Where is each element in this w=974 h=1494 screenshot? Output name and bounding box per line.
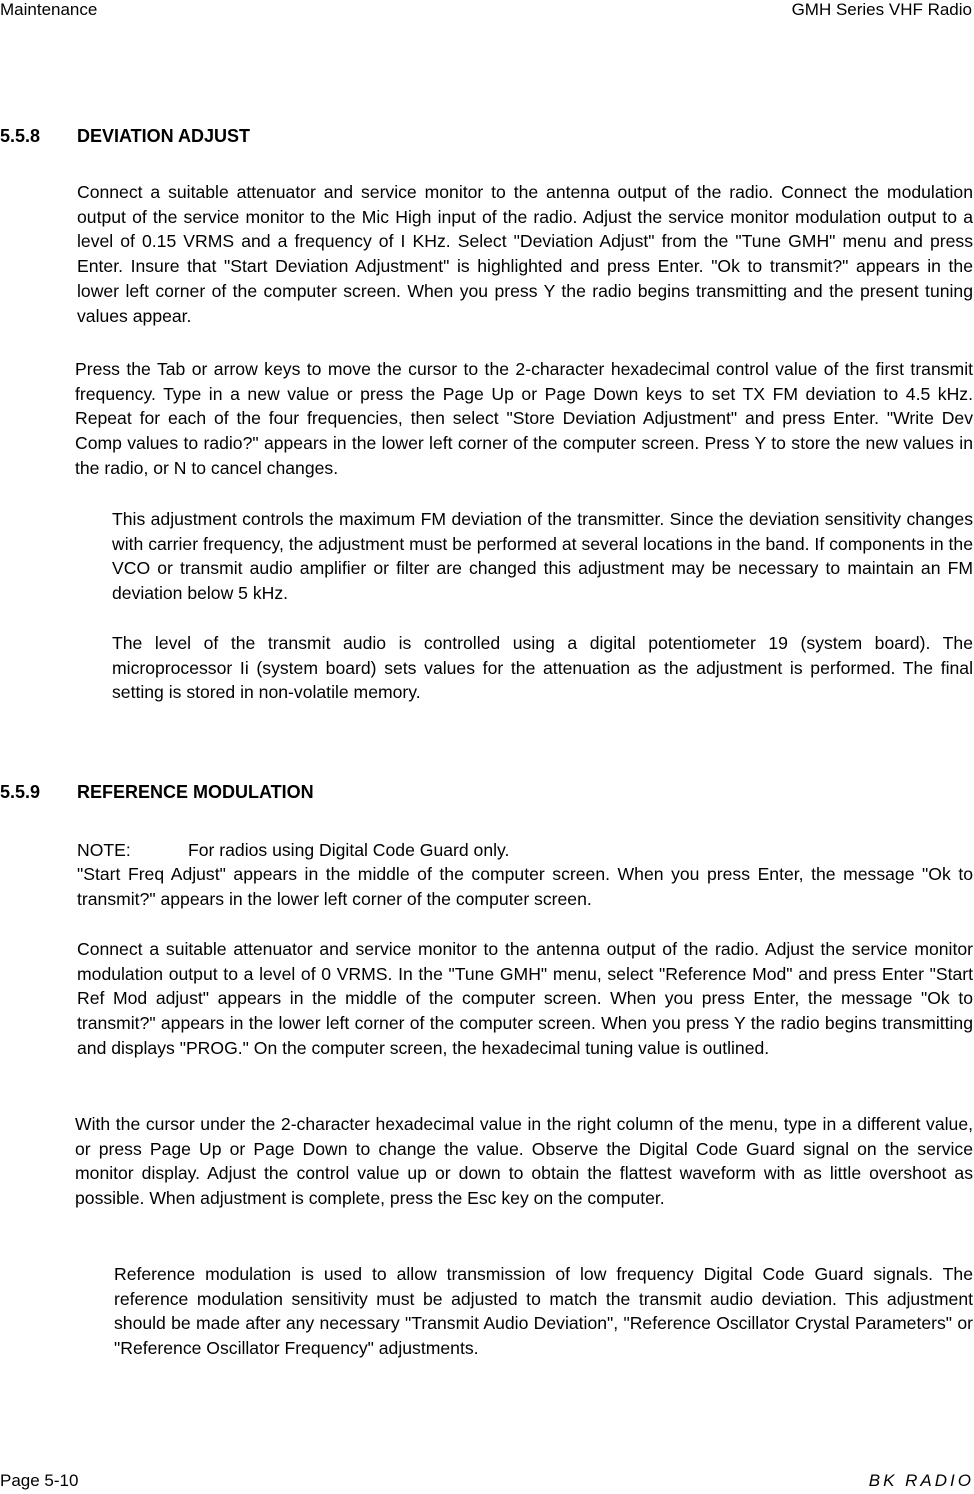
paragraph: Reference modulation is used to allow transmission of low frequency Digital Code Guard signals. The reference modulation sensitivity must be adjusted to match the transmit audio deviation. This adjustment should be made after any necessary "Transmit Audio Deviation", "Reference Oscillator Crystal Parameters" or "Reference Oscillator Frequency" adjustments.: [114, 1264, 973, 1359]
note-text: For radios using Digital Code Guard only.: [188, 840, 510, 860]
paragraph: The level of the transmit audio is controlled using a digital potentiometer 19 (system board). The microprocessor Ii (system board) sets values for the attenuation as the adjustment is performed. The final setting is stored in non-volatile memory.: [112, 633, 973, 703]
section-title: DEVIATION ADJUST: [77, 126, 251, 146]
section-number: 5.5.9: [0, 782, 41, 802]
paragraph: Press the Tab or arrow keys to move the cursor to the 2-character hexadecimal control value of the first transmit frequency. Type in a new value or press the Page Up or Page Down keys to set TX FM deviation to 4.5 kHz. Repeat for each of the four frequencies, then select "Store Deviation Adjustment" and press Enter. "Write Dev Comp values to radio?" appears in the lower left corner of the computer screen. Press Y to store the new values in the radio, or N to cancel changes.: [75, 359, 973, 478]
paragraph: Connect a suitable attenuator and service monitor to the antenna output of the radio. Adjust the service monitor modulation output to a level of 0 VRMS. In the "Tune GMH" menu, select "Reference Mod" and press Enter "Start Ref Mod adjust" appears in the middle of the computer screen. When you press Enter, the message "Ok to transmit?" appears in the lower left corner of the computer screen. When you press Y the radio begins transmitting and displays "PROG." On the computer screen, the hexadecimal tuning value is outlined.: [77, 939, 973, 1058]
page-number: Page 5-10: [0, 1471, 79, 1490]
running-header-title: GMH Series VHF Radio: [791, 0, 972, 19]
section-heading-deviation-adjust: [0, 125, 600, 147]
paragraph: This adjustment controls the maximum FM deviation of the transmitter. Since the deviation sensitivity changes with carrier frequency, the adjustment must be performed at several locations in the band. If components in the VCO or transmit audio amplifier or filter are changed this adjustment may be necessary to maintain an FM deviation below 5 kHz.: [112, 509, 973, 604]
paragraph: "Start Freq Adjust" appears in the middle of the computer screen. When you press Enter, the message "Ok to transmit?" appears in the lower left corner of the computer screen.: [77, 864, 973, 909]
section-heading-reference-modulation: [0, 781, 600, 803]
section-title: REFERENCE MODULATION: [77, 782, 314, 802]
note: [77, 838, 777, 863]
section-number: 5.5.8: [0, 126, 41, 146]
paragraph: With the cursor under the 2-character hexadecimal value in the right column of the menu, type in a different value, or press Page Up or Page Down to change the value. Observe the Digital Code Guard signal on the service monitor display. Adjust the control value up or down to obtain the flattest waveform with as little overshoot as possible. When adjustment is complete, press the Esc key on the computer.: [75, 1114, 973, 1209]
brand-footer: BK RADIO: [868, 1471, 974, 1490]
paragraph: Connect a suitable attenuator and service monitor to the antenna output of the radio. Connect the modulation output of the service monitor to the Mic High input of the radio. Adjust the service monitor modulation output to a level of 0.15 VRMS and a frequency of I KHz. Select "Deviation Adjust" from the "Tune GMH" menu and press Enter. Insure that "Start Deviation Adjustment" is highlighted and press Enter. "Ok to transmit?" appears in the lower left corner of the computer screen. When you press Y the radio begins transmitting and the present tuning values appear.: [77, 182, 973, 326]
running-header-section: Maintenance: [0, 0, 98, 19]
note-label: NOTE:: [77, 840, 131, 860]
